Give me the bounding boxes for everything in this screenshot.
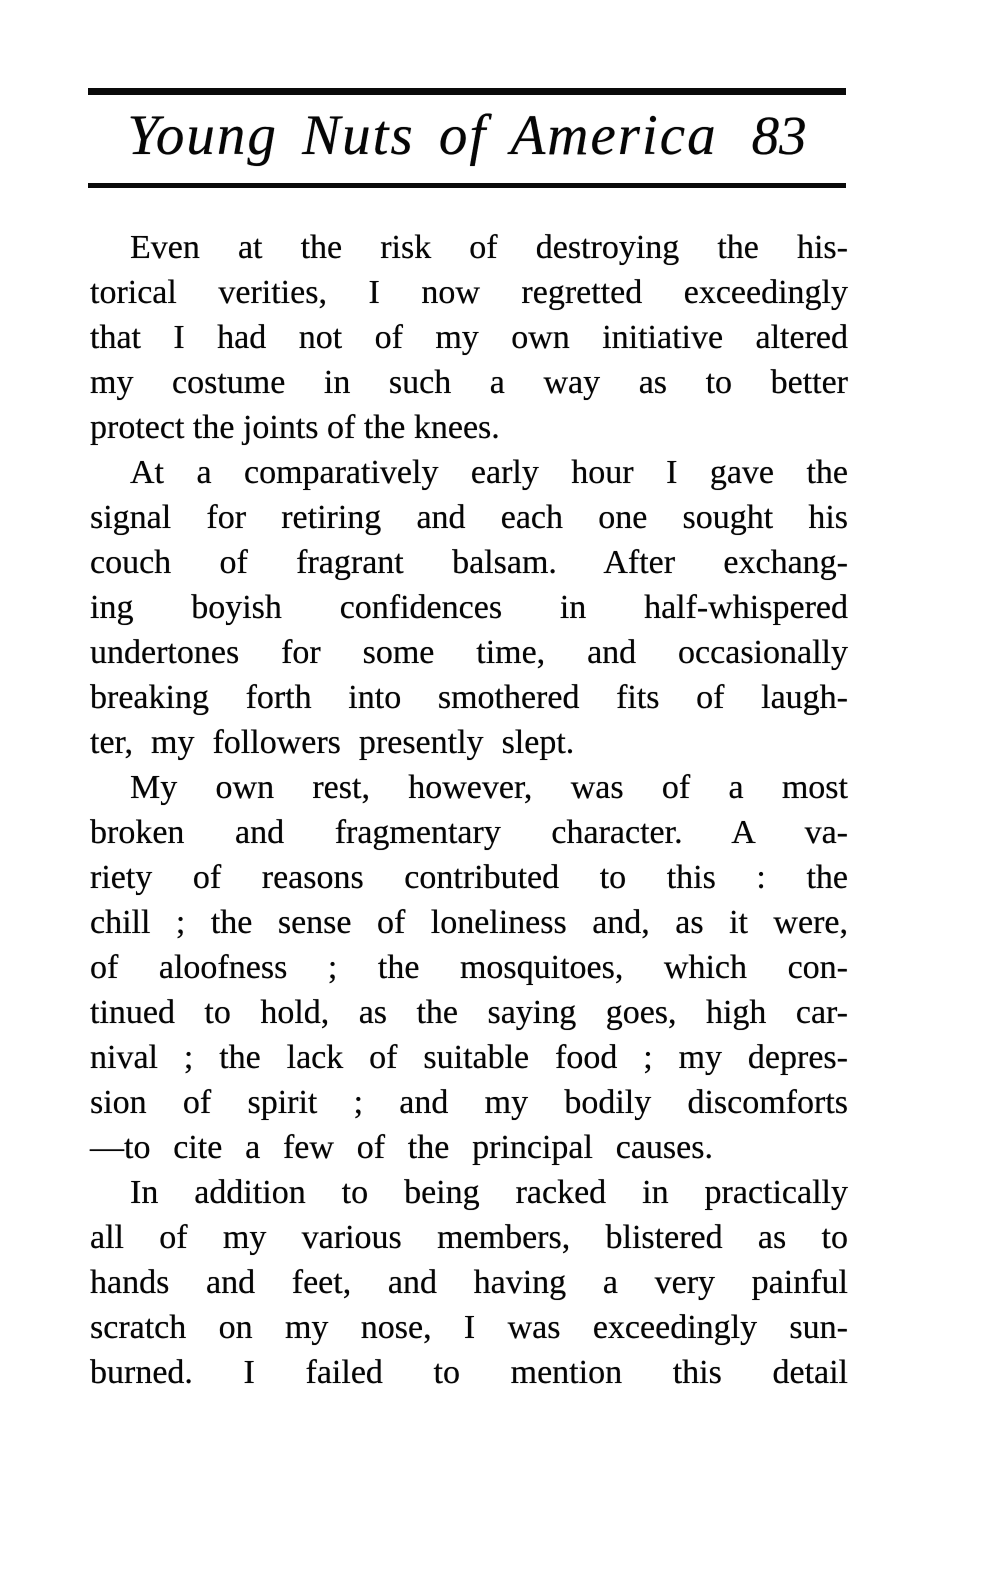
text-line: that I had not of my own initiative altered bbox=[90, 319, 848, 356]
body-text bbox=[90, 225, 848, 1395]
text-line: nival ; the lack of suitable food ; my depres- bbox=[90, 1039, 848, 1076]
text-line: Even at the risk of destroying the his- bbox=[130, 229, 848, 266]
text-line: riety of reasons contributed to this : the bbox=[90, 859, 848, 896]
text-line: breaking forth into smothered fits of laugh- bbox=[90, 679, 848, 716]
text-line: my costume in such a way as to better bbox=[90, 364, 848, 401]
text-line: My own rest, however, was of a most bbox=[130, 769, 848, 806]
text-line: torical verities, I now regretted exceedingly bbox=[90, 274, 848, 311]
text-line: signal for retiring and each one sought his bbox=[90, 499, 848, 536]
text-line: —to cite a few of the principal causes. bbox=[90, 1129, 713, 1166]
text-line: undertones for some time, and occasionally bbox=[90, 634, 848, 671]
text-line: burned. I failed to mention this detail bbox=[90, 1354, 848, 1391]
header-rule-top bbox=[88, 88, 846, 95]
running-title: Young Nuts of America bbox=[127, 104, 718, 167]
text-line: of aloofness ; the mosquitoes, which con- bbox=[90, 949, 848, 986]
text-line: couch of fragrant balsam. After exchang- bbox=[90, 544, 848, 581]
text-line: At a comparatively early hour I gave the bbox=[130, 454, 848, 491]
text-line: all of my various members, blistered as to bbox=[90, 1219, 848, 1256]
text-line: sion of spirit ; and my bodily discomforts bbox=[90, 1084, 848, 1121]
text-line: chill ; the sense of loneliness and, as it were, bbox=[90, 904, 848, 941]
paragraph bbox=[90, 450, 848, 765]
header-rule-bottom bbox=[88, 183, 846, 188]
paragraph bbox=[90, 765, 848, 1170]
text-line: tinued to hold, as the saying goes, high car- bbox=[90, 994, 848, 1031]
text-line: broken and fragmentary character. A va- bbox=[90, 814, 848, 851]
text-line: ing boyish confidences in half-whispered bbox=[90, 589, 848, 626]
running-header bbox=[88, 88, 846, 188]
text-line: scratch on my nose, I was exceedingly sun- bbox=[90, 1309, 848, 1346]
text-line: ter, my followers presently slept. bbox=[90, 724, 575, 761]
paragraph bbox=[90, 225, 848, 450]
page-number: 83 bbox=[751, 105, 807, 166]
text-line: In addition to being racked in practically bbox=[130, 1174, 848, 1211]
paragraph bbox=[90, 1170, 848, 1395]
text-line: hands and feet, and having a very painful bbox=[90, 1264, 848, 1301]
header-title-row bbox=[88, 95, 846, 183]
text-line: protect the joints of the knees. bbox=[90, 409, 500, 446]
